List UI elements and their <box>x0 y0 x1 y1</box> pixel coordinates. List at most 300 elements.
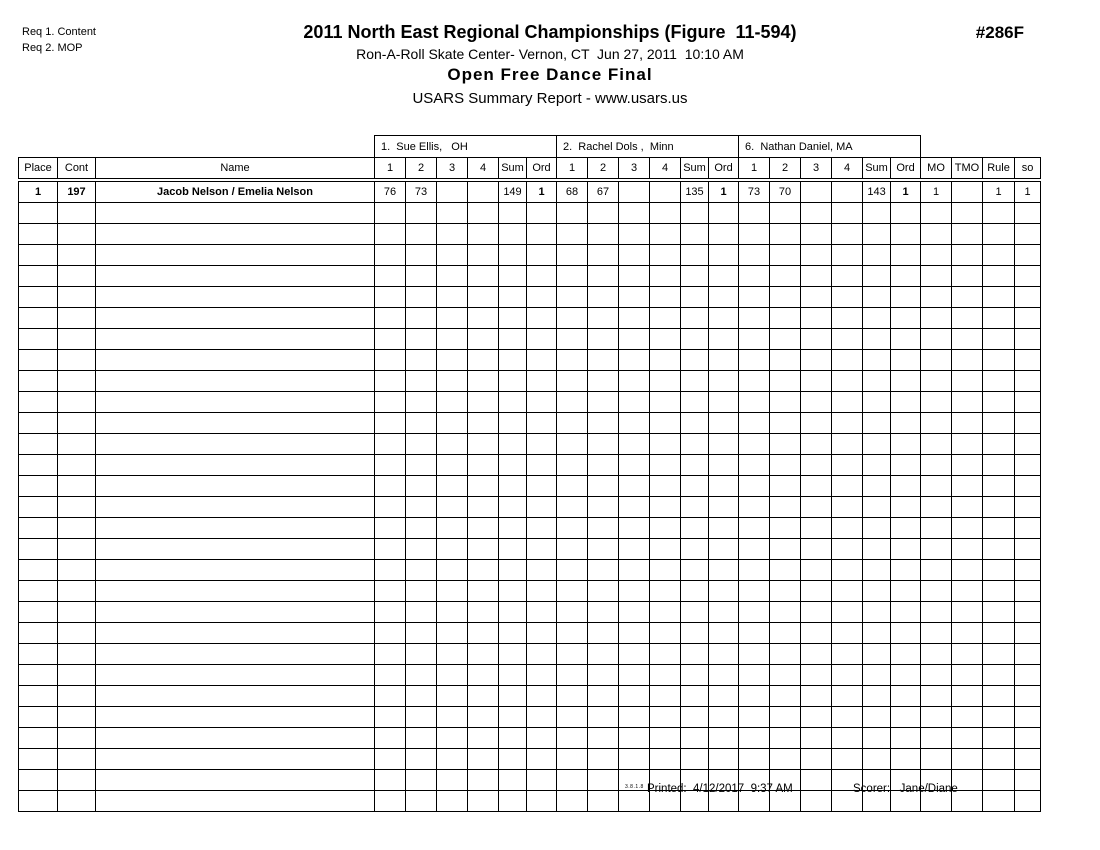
j2-sum: 135 <box>681 180 709 203</box>
empty-cell <box>557 707 588 728</box>
contestant-number: 197 <box>58 180 96 203</box>
empty-cell <box>58 623 96 644</box>
empty-cell <box>921 707 952 728</box>
empty-cell <box>19 497 58 518</box>
empty-cell <box>921 497 952 518</box>
empty-cell <box>832 602 863 623</box>
empty-cell <box>1015 539 1041 560</box>
empty-cell <box>952 308 983 329</box>
empty-cell <box>891 581 921 602</box>
empty-cell <box>709 329 739 350</box>
empty-cell <box>739 518 770 539</box>
empty-cell <box>952 539 983 560</box>
empty-cell <box>1015 665 1041 686</box>
empty-cell <box>527 455 557 476</box>
empty-cell <box>588 266 619 287</box>
empty-cell <box>832 539 863 560</box>
empty-cell <box>468 644 499 665</box>
empty-cell <box>619 329 650 350</box>
empty-cell <box>681 560 709 581</box>
empty-cell <box>891 728 921 749</box>
empty-cell <box>863 392 891 413</box>
empty-cell <box>770 392 801 413</box>
empty-cell <box>96 413 375 434</box>
empty-cell <box>499 266 527 287</box>
empty-cell <box>709 518 739 539</box>
empty-cell <box>58 308 96 329</box>
empty-cell <box>619 287 650 308</box>
empty-cell <box>468 329 499 350</box>
empty-cell <box>437 602 468 623</box>
empty-cell <box>375 308 406 329</box>
empty-cell <box>499 665 527 686</box>
empty-cell <box>709 266 739 287</box>
empty-cell <box>952 644 983 665</box>
empty-cell <box>19 728 58 749</box>
empty-cell <box>832 665 863 686</box>
empty-cell <box>96 602 375 623</box>
j3-ordinal: 1 <box>891 180 921 203</box>
empty-cell <box>1015 455 1041 476</box>
empty-cell <box>58 455 96 476</box>
empty-cell <box>499 602 527 623</box>
empty-cell <box>650 728 681 749</box>
empty-cell <box>952 749 983 770</box>
empty-cell <box>96 560 375 581</box>
empty-cell <box>527 686 557 707</box>
empty-cell <box>468 476 499 497</box>
empty-cell <box>557 539 588 560</box>
empty-cell <box>406 665 437 686</box>
empty-cell <box>739 560 770 581</box>
req-line-2: Req 2. MOP <box>22 42 83 54</box>
empty-cell <box>437 224 468 245</box>
empty-cell <box>952 560 983 581</box>
empty-cell <box>1015 560 1041 581</box>
empty-cell <box>58 581 96 602</box>
empty-cell <box>499 518 527 539</box>
empty-cell <box>921 266 952 287</box>
empty-cell <box>437 749 468 770</box>
empty-cell <box>739 392 770 413</box>
empty-cell <box>557 329 588 350</box>
empty-cell <box>891 686 921 707</box>
empty-cell <box>1015 413 1041 434</box>
empty-cell <box>375 539 406 560</box>
empty-cell <box>557 245 588 266</box>
empty-cell <box>863 749 891 770</box>
empty-cell <box>406 371 437 392</box>
col-header-j3-4: 4 <box>832 158 863 181</box>
empty-cell <box>801 203 832 224</box>
empty-cell <box>801 413 832 434</box>
empty-cell <box>681 371 709 392</box>
empty-cell <box>375 602 406 623</box>
empty-row <box>19 434 1041 455</box>
empty-cell <box>770 476 801 497</box>
empty-cell <box>1015 392 1041 413</box>
empty-cell <box>499 329 527 350</box>
empty-cell <box>952 329 983 350</box>
empty-cell <box>375 623 406 644</box>
empty-cell <box>588 329 619 350</box>
empty-cell <box>588 560 619 581</box>
empty-cell <box>863 434 891 455</box>
empty-cell <box>375 581 406 602</box>
empty-cell <box>709 434 739 455</box>
empty-cell <box>406 497 437 518</box>
empty-cell <box>681 623 709 644</box>
empty-cell <box>1015 371 1041 392</box>
empty-cell <box>709 602 739 623</box>
empty-cell <box>468 518 499 539</box>
empty-cell <box>527 623 557 644</box>
empty-cell <box>499 581 527 602</box>
empty-cell <box>588 581 619 602</box>
empty-cell <box>709 392 739 413</box>
empty-cell <box>468 224 499 245</box>
col-header-name: Name <box>96 158 375 181</box>
empty-cell <box>739 476 770 497</box>
judge-header-row <box>19 136 1041 158</box>
empty-cell <box>437 623 468 644</box>
empty-cell <box>588 371 619 392</box>
empty-cell <box>499 476 527 497</box>
empty-cell <box>375 644 406 665</box>
empty-cell <box>891 224 921 245</box>
empty-cell <box>406 581 437 602</box>
empty-cell <box>19 287 58 308</box>
page-title: 2011 North East Regional Championships (Figure 11-594) <box>303 22 797 42</box>
empty-cell <box>96 581 375 602</box>
empty-cell <box>891 308 921 329</box>
empty-cell <box>557 371 588 392</box>
empty-cell <box>832 476 863 497</box>
empty-cell <box>619 476 650 497</box>
empty-cell <box>891 287 921 308</box>
empty-cell <box>952 602 983 623</box>
empty-cell <box>709 245 739 266</box>
empty-row <box>19 455 1041 476</box>
empty-cell <box>891 350 921 371</box>
empty-cell <box>1015 644 1041 665</box>
empty-cell <box>19 329 58 350</box>
empty-cell <box>921 203 952 224</box>
empty-cell <box>801 665 832 686</box>
empty-cell <box>619 728 650 749</box>
j1-score-3 <box>437 180 468 203</box>
empty-cell <box>406 518 437 539</box>
col-header-j1-4: 4 <box>468 158 499 181</box>
j2-score-2: 67 <box>588 180 619 203</box>
empty-cell <box>952 686 983 707</box>
empty-cell <box>468 455 499 476</box>
empty-cell <box>19 581 58 602</box>
empty-cell <box>863 203 891 224</box>
empty-cell <box>681 644 709 665</box>
empty-cell <box>588 434 619 455</box>
empty-cell <box>527 434 557 455</box>
empty-cell <box>96 539 375 560</box>
mo-value: 1 <box>921 180 952 203</box>
empty-cell <box>619 266 650 287</box>
empty-cell <box>709 350 739 371</box>
empty-cell <box>1015 350 1041 371</box>
empty-cell <box>58 539 96 560</box>
empty-cell <box>681 266 709 287</box>
empty-cell <box>770 287 801 308</box>
empty-cell <box>527 224 557 245</box>
empty-cell <box>437 644 468 665</box>
empty-cell <box>650 497 681 518</box>
empty-cell <box>406 287 437 308</box>
empty-cell <box>499 287 527 308</box>
empty-cell <box>739 245 770 266</box>
empty-cell <box>527 287 557 308</box>
venue-date-line: Ron-A-Roll Skate Center- Vernon, CT Jun 27, 2011 10:10 AM <box>356 46 744 62</box>
empty-cell <box>437 539 468 560</box>
empty-cell <box>650 686 681 707</box>
empty-cell <box>983 707 1015 728</box>
empty-cell <box>650 560 681 581</box>
empty-cell <box>891 434 921 455</box>
empty-cell <box>681 434 709 455</box>
empty-cell <box>801 350 832 371</box>
empty-cell <box>406 350 437 371</box>
empty-cell <box>96 392 375 413</box>
empty-cell <box>681 581 709 602</box>
empty-cell <box>499 728 527 749</box>
empty-cell <box>19 350 58 371</box>
empty-cell <box>406 203 437 224</box>
empty-cell <box>739 497 770 518</box>
empty-cell <box>983 434 1015 455</box>
so-value: 1 <box>1015 180 1041 203</box>
empty-cell <box>499 539 527 560</box>
empty-cell <box>468 707 499 728</box>
page-footer <box>0 783 1100 803</box>
col-header-j2-ord: Ord <box>709 158 739 181</box>
col-header-j2-3: 3 <box>619 158 650 181</box>
empty-cell <box>709 686 739 707</box>
empty-cell <box>650 245 681 266</box>
empty-cell <box>863 644 891 665</box>
empty-cell <box>891 707 921 728</box>
empty-cell <box>19 539 58 560</box>
empty-cell <box>863 350 891 371</box>
empty-cell <box>1015 224 1041 245</box>
empty-cell <box>557 308 588 329</box>
empty-cell <box>801 644 832 665</box>
empty-cell <box>19 644 58 665</box>
empty-cell <box>709 665 739 686</box>
empty-cell <box>19 602 58 623</box>
empty-row <box>19 623 1041 644</box>
empty-cell <box>499 644 527 665</box>
empty-cell <box>96 308 375 329</box>
empty-cell <box>58 392 96 413</box>
empty-cell <box>96 434 375 455</box>
empty-cell <box>801 245 832 266</box>
empty-cell <box>619 224 650 245</box>
empty-cell <box>709 371 739 392</box>
empty-cell <box>709 476 739 497</box>
judge-3-name: 6. Nathan Daniel, MA <box>739 136 921 158</box>
empty-cell <box>1015 707 1041 728</box>
skater-names: Jacob Nelson / Emelia Nelson <box>96 180 375 203</box>
empty-cell <box>527 203 557 224</box>
empty-cell <box>19 413 58 434</box>
empty-cell <box>650 287 681 308</box>
col-header-j3-3: 3 <box>801 158 832 181</box>
empty-cell <box>499 623 527 644</box>
empty-cell <box>739 623 770 644</box>
empty-cell <box>681 476 709 497</box>
empty-cell <box>650 392 681 413</box>
empty-cell <box>527 707 557 728</box>
empty-cell <box>650 602 681 623</box>
empty-cell <box>681 413 709 434</box>
empty-cell <box>650 266 681 287</box>
judge-row-left-spacer <box>19 136 375 158</box>
empty-cell <box>983 644 1015 665</box>
empty-cell <box>983 749 1015 770</box>
empty-cell <box>739 707 770 728</box>
empty-cell <box>588 392 619 413</box>
empty-cell <box>527 518 557 539</box>
j3-score-4 <box>832 180 863 203</box>
empty-cell <box>1015 476 1041 497</box>
empty-cell <box>588 203 619 224</box>
empty-cell <box>588 539 619 560</box>
empty-cell <box>832 266 863 287</box>
empty-cell <box>739 434 770 455</box>
empty-cell <box>863 308 891 329</box>
empty-cell <box>499 686 527 707</box>
empty-cell <box>375 413 406 434</box>
empty-cell <box>375 266 406 287</box>
empty-cell <box>96 497 375 518</box>
empty-cell <box>770 245 801 266</box>
empty-cell <box>58 497 96 518</box>
empty-row <box>19 266 1041 287</box>
empty-cell <box>1015 308 1041 329</box>
empty-cell <box>527 497 557 518</box>
empty-cell <box>557 287 588 308</box>
empty-cell <box>588 350 619 371</box>
empty-cell <box>952 455 983 476</box>
empty-cell <box>557 728 588 749</box>
empty-cell <box>468 602 499 623</box>
empty-cell <box>770 518 801 539</box>
empty-cell <box>770 329 801 350</box>
empty-cell <box>619 455 650 476</box>
empty-cell <box>588 686 619 707</box>
empty-cell <box>983 392 1015 413</box>
empty-cell <box>96 224 375 245</box>
empty-cell <box>96 266 375 287</box>
empty-cell <box>801 266 832 287</box>
empty-cell <box>375 728 406 749</box>
col-header-so: so <box>1015 158 1041 181</box>
empty-row <box>19 497 1041 518</box>
empty-cell <box>801 686 832 707</box>
empty-cell <box>557 434 588 455</box>
empty-cell <box>891 497 921 518</box>
empty-cell <box>983 371 1015 392</box>
empty-cell <box>891 455 921 476</box>
empty-cell <box>983 602 1015 623</box>
empty-cell <box>499 245 527 266</box>
empty-cell <box>96 350 375 371</box>
empty-cell <box>375 497 406 518</box>
empty-cell <box>96 329 375 350</box>
empty-cell <box>891 665 921 686</box>
empty-cell <box>58 644 96 665</box>
empty-cell <box>801 581 832 602</box>
empty-cell <box>770 581 801 602</box>
empty-cell <box>468 434 499 455</box>
empty-cell <box>891 560 921 581</box>
event-number-badge: #286F <box>975 23 1024 42</box>
empty-cell <box>770 434 801 455</box>
empty-cell <box>983 329 1015 350</box>
empty-cell <box>58 707 96 728</box>
empty-cell <box>468 350 499 371</box>
empty-cell <box>437 728 468 749</box>
empty-cell <box>1015 497 1041 518</box>
empty-cell <box>19 476 58 497</box>
empty-row <box>19 602 1041 623</box>
empty-cell <box>58 371 96 392</box>
empty-cell <box>375 707 406 728</box>
empty-cell <box>499 203 527 224</box>
empty-cell <box>557 686 588 707</box>
empty-cell <box>19 434 58 455</box>
empty-cell <box>952 413 983 434</box>
empty-cell <box>983 539 1015 560</box>
empty-cell <box>406 623 437 644</box>
empty-cell <box>801 392 832 413</box>
empty-cell <box>709 749 739 770</box>
empty-cell <box>58 434 96 455</box>
empty-cell <box>832 581 863 602</box>
empty-cell <box>437 266 468 287</box>
empty-cell <box>468 371 499 392</box>
empty-cell <box>619 392 650 413</box>
empty-cell <box>1015 329 1041 350</box>
empty-cell <box>557 518 588 539</box>
req-line-1: Req 1. Content <box>22 26 96 38</box>
empty-cell <box>650 665 681 686</box>
empty-cell <box>58 749 96 770</box>
col-header-j2-sum: Sum <box>681 158 709 181</box>
empty-cell <box>557 476 588 497</box>
empty-cell <box>406 329 437 350</box>
empty-cell <box>619 623 650 644</box>
empty-cell <box>619 497 650 518</box>
empty-cell <box>832 686 863 707</box>
empty-cell <box>619 371 650 392</box>
empty-cell <box>619 413 650 434</box>
empty-cell <box>770 308 801 329</box>
empty-cell <box>709 581 739 602</box>
empty-cell <box>863 413 891 434</box>
empty-cell <box>1015 686 1041 707</box>
empty-cell <box>952 266 983 287</box>
empty-cell <box>863 287 891 308</box>
empty-cell <box>468 749 499 770</box>
